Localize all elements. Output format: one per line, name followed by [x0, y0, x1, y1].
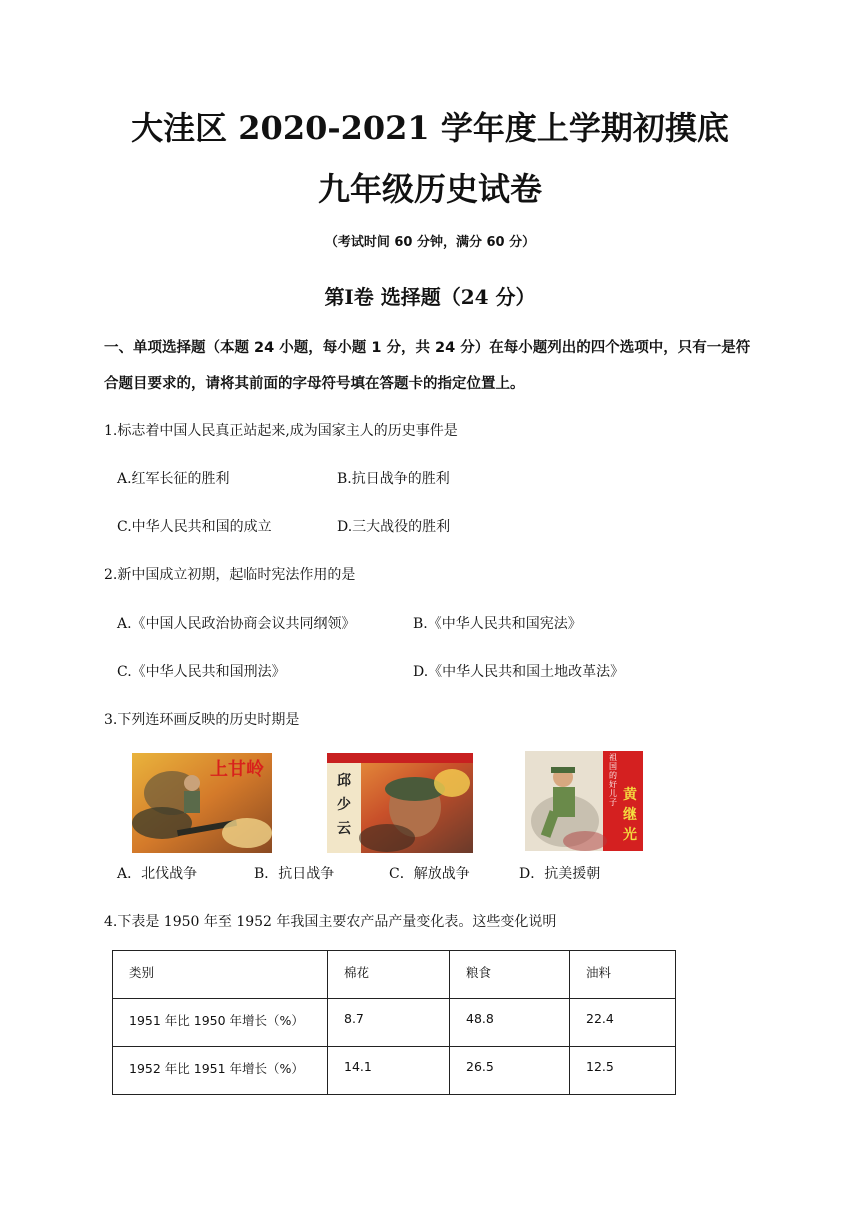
question-1-option-a: A.红军长征的胜利 [117, 471, 230, 487]
table-header-cell: 类别 [113, 951, 328, 999]
table-cell: 26.5 [450, 1047, 570, 1095]
section-instruction-line2: 合题目要求的，请将其前面的字母符号填在答题卡的指定位置上。 [104, 376, 525, 392]
table-row [113, 999, 676, 1047]
table-row [113, 1047, 676, 1095]
table-cell: 1952 年比 1951 年增长（%） [113, 1047, 328, 1095]
table-header-cell: 粮食 [450, 951, 570, 999]
exam-time-note: （考试时间 60 分钟，满分 60 分） [324, 235, 536, 250]
question-3-option-a: A．北伐战争 [117, 866, 198, 882]
table-cell: 48.8 [450, 999, 570, 1047]
question-1-option-d: D.三大战役的胜利 [337, 519, 451, 535]
question-3-option-b: B．抗日战争 [254, 866, 335, 882]
question-1-option-c: C.中华人民共和国的成立 [117, 519, 272, 535]
question-2-option-d: D.《中华人民共和国土地改革法》 [413, 664, 625, 680]
table-cell: 8.7 [328, 999, 450, 1047]
table-cell: 14.1 [328, 1047, 450, 1095]
table-header-cell: 油料 [570, 951, 676, 999]
question-4-stem: 4.下表是 1950 年至 1952 年我国主要农产品产量变化表。这些变化说明 [104, 914, 557, 930]
comic-cover-huangjiguang [525, 751, 643, 851]
comic-cover-qiushaoyun [327, 753, 473, 853]
comic-title-shangganling: 上甘岭 [210, 759, 264, 780]
exam-title: 大洼区 2020-2021 学年度上学期初摸底 [131, 109, 729, 147]
table-header-cell: 棉花 [328, 951, 450, 999]
section-instruction-line1: 一、单项选择题（本题 24 小题，每小题 1 分，共 24 分）在每小题列出的四个选项中，只有一是符 [104, 340, 751, 356]
table-cell: 22.4 [570, 999, 676, 1047]
question-1-option-b: B.抗日战争的胜利 [337, 471, 450, 487]
question-2-stem: 2.新中国成立初期，起临时宪法作用的是 [104, 567, 356, 583]
exam-subtitle: 九年级历史试卷 [317, 170, 542, 208]
comic-subtitle-huangjiguang: 祖国的好儿子 [609, 753, 617, 807]
question-3-stem: 3.下列连环画反映的历史时期是 [104, 712, 300, 728]
comic-title-qiushaoyun: 邱少云 [337, 773, 351, 837]
question-1-stem: 1.标志着中国人民真正站起来,成为国家主人的历史事件是 [104, 423, 458, 439]
comic-cover-shangganling [132, 753, 272, 853]
table-cell: 12.5 [570, 1047, 676, 1095]
table-cell: 1951 年比 1950 年增长（%） [113, 999, 328, 1047]
question-2-option-a: A.《中国人民政治协商会议共同纲领》 [117, 616, 356, 632]
question-2-option-c: C.《中华人民共和国刑法》 [117, 664, 286, 680]
question-2-option-b: B.《中华人民共和国宪法》 [413, 616, 582, 632]
agri-output-table [112, 950, 676, 1095]
table-header-row [113, 951, 676, 999]
comic-title-huangjiguang: 黄继光 [623, 787, 637, 843]
section-title: 第Ⅰ卷 选择题（24 分） [324, 285, 536, 309]
question-3-option-d: D．抗美援朝 [519, 866, 601, 882]
question-3-option-c: C．解放战争 [389, 866, 470, 882]
